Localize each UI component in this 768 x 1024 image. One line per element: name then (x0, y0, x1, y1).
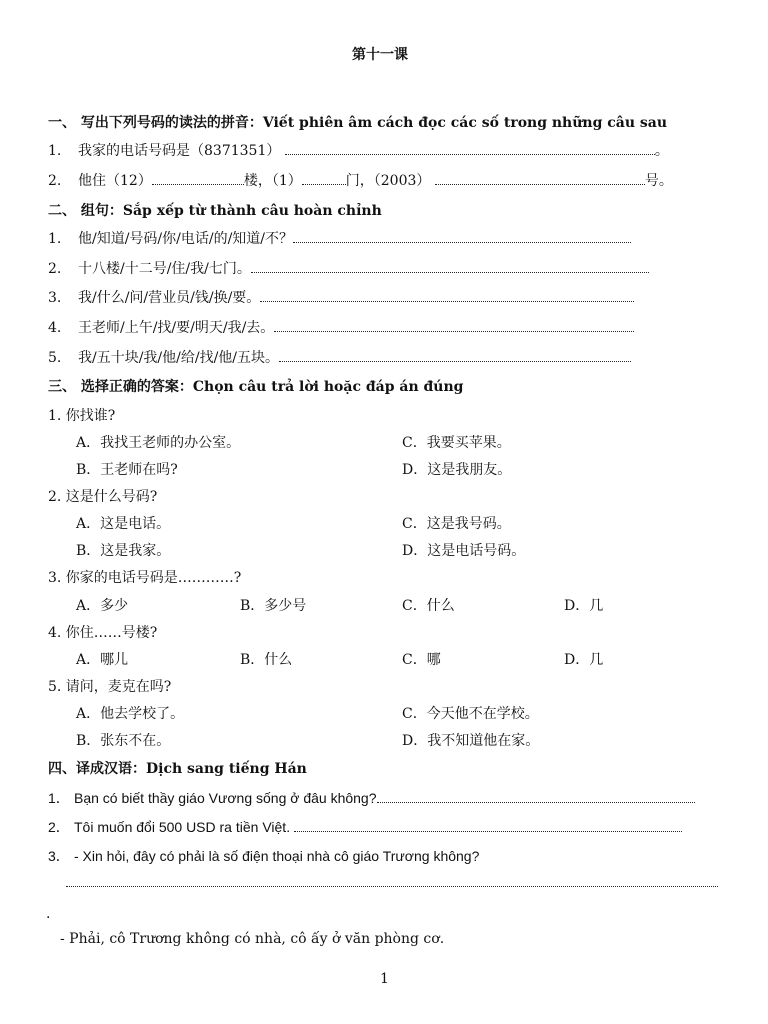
option-a[interactable]: A．哪儿 (76, 652, 129, 668)
translate-answer-line[interactable] (66, 874, 718, 892)
option-d[interactable]: D．这是电话号码。 (402, 543, 526, 559)
section-1-heading-vi: Viết phiên âm cách đọc các số trong những câu sau (262, 115, 668, 131)
translate-question-3: 3． - Xin hỏi, đây có phải là số điện thoại nhà cô giáo Trương không? (48, 848, 480, 864)
section-1-question-2: 2. 他住（12） 楼，（1） 门，（2003） 号。 (48, 173, 673, 189)
answer-blank[interactable] (377, 790, 695, 803)
section-3-heading: 三、 选择正确的答案：Chọn câu trả lời hoặc đáp án đúng (48, 379, 464, 395)
answer-blank[interactable] (285, 142, 655, 155)
answer-blank[interactable] (279, 349, 631, 362)
option-d[interactable]: D．我不知道他在家。 (402, 733, 540, 749)
section-2-item-5: 5. 我/五十块/我/他/给/找/他/五块。 (48, 349, 631, 367)
option-d[interactable]: D．这是我朋友。 (402, 462, 512, 478)
answer-blank[interactable] (260, 289, 634, 302)
answer-blank[interactable] (294, 819, 682, 832)
answer-blank[interactable] (274, 319, 634, 332)
option-c[interactable]: C．这是我号码。 (402, 516, 511, 532)
mc-question-5: 5. 请问，麦克在吗? (48, 679, 172, 695)
option-b[interactable]: B．王老师在吗? (76, 462, 178, 478)
section-2-item-3: 3. 我/什么/问/营业员/钱/换/要。 (48, 289, 634, 307)
page-number: 1 (380, 971, 389, 987)
option-a[interactable]: A．我找王老师的办公室。 (76, 435, 241, 451)
translate-question-1: 1． Bạn có biết thầy giáo Vương sống ở đâu không? (48, 789, 695, 807)
section-4-heading: 四、译成汉语：Dịch sang tiếng Hán (48, 761, 307, 777)
section-2-heading: 二、 组句：Sắp xếp từ thành câu hoàn chỉnh (48, 203, 382, 219)
option-c[interactable]: C．什么 (402, 598, 455, 614)
section-1-heading (48, 114, 667, 132)
section-2-item-4: 4. 王老师/上午/找/要/明天/我/去。 (48, 319, 634, 337)
section-2-item-2: 2. 十八楼/十二号/住/我/七门。 (48, 260, 649, 278)
answer-blank[interactable] (435, 172, 645, 185)
page-title: 第十一课 (352, 47, 408, 63)
answer-blank[interactable] (302, 172, 346, 185)
section-2-item-1: 1. 他/知道/号码/你/电话/的/知道/不？ (48, 230, 631, 248)
option-a[interactable]: A．这是电话。 (76, 516, 171, 532)
translate-question-2: 2． Tôi muốn đổi 500 USD ra tiền Việt. (48, 818, 682, 836)
stray-dot: . (46, 906, 51, 922)
answer-blank[interactable] (152, 172, 244, 185)
option-d[interactable]: D．几 (564, 598, 604, 614)
answer-blank[interactable] (293, 230, 631, 243)
mc-question-2: 2. 这是什么号码? (48, 489, 158, 505)
section-1-question-1: 1. 我家的电话号码是（8371351） 。 (48, 143, 669, 159)
option-a[interactable]: A．多少 (76, 598, 129, 614)
option-b[interactable]: B．什么 (240, 652, 293, 668)
section-1-heading-zh: 一、 写出下列号码的读法的拼音： (48, 115, 263, 131)
translate-reply: - Phải, cô Trương không có nhà, cô ấy ở văn phòng cơ. (60, 931, 445, 947)
mc-question-4: 4. 你住……号楼? (48, 625, 158, 641)
option-c[interactable]: C．哪 (402, 652, 441, 668)
option-b[interactable]: B．这是我家。 (76, 543, 171, 559)
mc-question-3: 3. 你家的电话号码是…………? (48, 570, 242, 586)
option-d[interactable]: D．几 (564, 652, 604, 668)
option-c[interactable]: C．我要买苹果。 (402, 435, 511, 451)
option-b[interactable]: B．张东不在。 (76, 733, 171, 749)
option-a[interactable]: A．他去学校了。 (76, 706, 185, 722)
option-b[interactable]: B．多少号 (240, 598, 307, 614)
answer-blank[interactable] (251, 260, 649, 273)
option-c[interactable]: C．今天他不在学校。 (402, 706, 539, 722)
mc-question-1: 1. 你找谁? (48, 408, 116, 424)
